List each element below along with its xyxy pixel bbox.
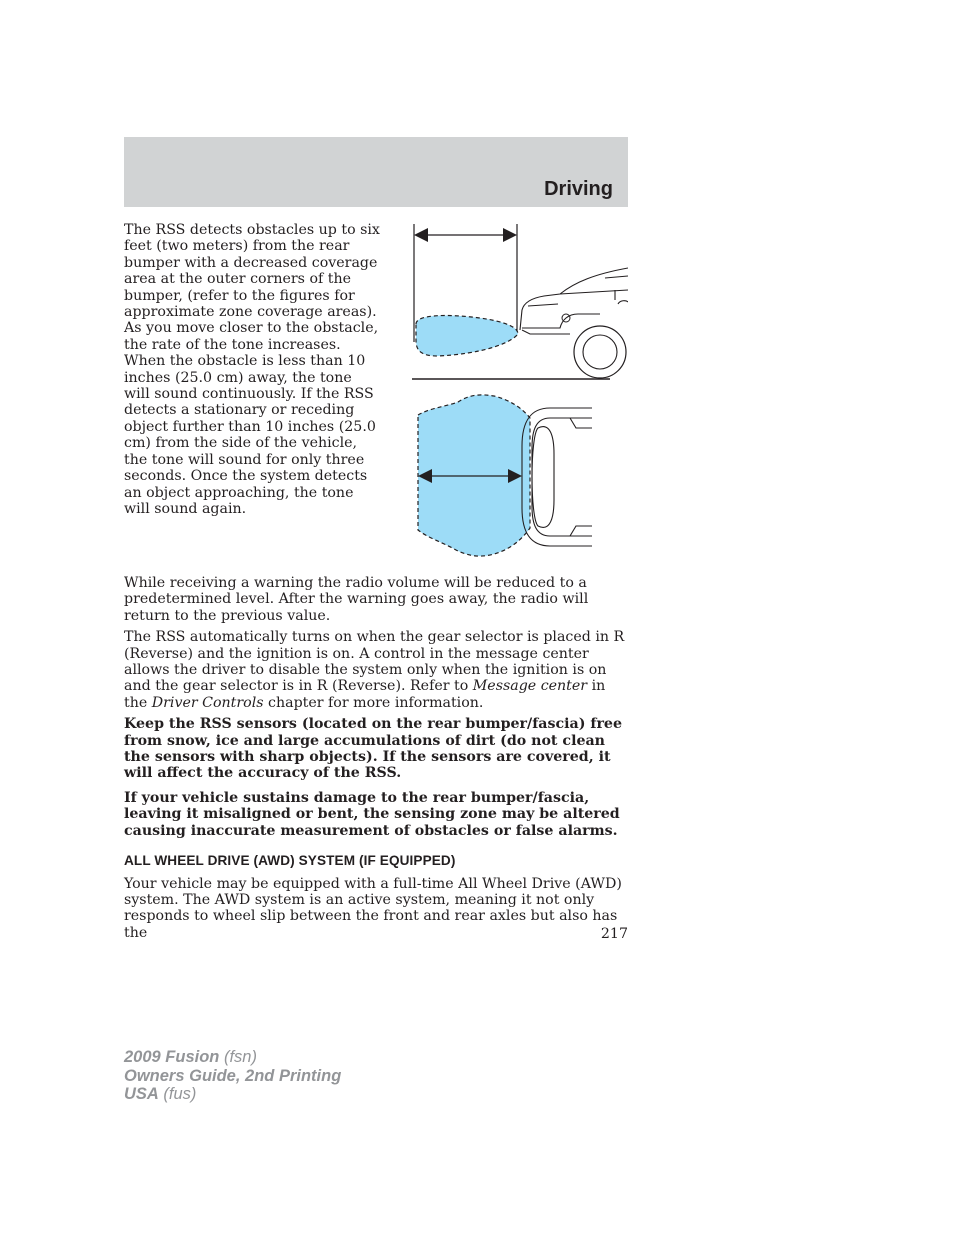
section-header-band (124, 137, 628, 207)
intro-paragraph: The RSS detects obstacles up to six feet (two meters) from the rear bumper with a decreased coverage area at the outer corners of the bumper, (refer to the figures for approximate zone coverage areas). As you move closer to the obstacle, the rate of the tone increases. When the obstacle is less than 10 inches (25.0 cm) away, the tone will sound continuously. If the RSS detects a stationary or receding object further than 10 inches (25.0 cm) from the side of the vehicle, the tone will sound for only three seconds. Once the system detects an object approaching, the tone will sound again. (124, 222, 380, 517)
footer-line-2: Owners Guide, 2nd Printing (124, 1066, 342, 1085)
auto-on-text-2: in the (124, 678, 606, 711)
auto-on-text-1: The RSS automatically turns on when the gear selector is placed in R (Reverse) and the ignition is on. A control in the message center allows the driver to disable the system only when the ignition is on and the gear selector is in R (Reverse). Refer to (124, 629, 625, 695)
document-footer (124, 1048, 341, 1104)
car-rear-side-view (520, 268, 628, 334)
footer-model-code: (fsn) (219, 1048, 257, 1066)
auto-on-paragraph (124, 629, 628, 711)
main-content (124, 575, 628, 946)
footer-market: USA (124, 1085, 159, 1103)
driver-controls-reference: Driver Controls (151, 694, 264, 711)
section-title: Driving (544, 178, 613, 200)
page-number: 217 (600, 926, 628, 942)
footer-line-3 (124, 1085, 341, 1104)
side-view-sensing-zone (416, 316, 518, 356)
message-center-reference: Message center (472, 678, 588, 695)
rear-wheel (574, 326, 626, 378)
range-arrow-left-head (414, 228, 428, 242)
footer-market-code: (fus) (158, 1085, 197, 1103)
sensor-warning-paragraph: Keep the RSS sensors (located on the rear bumper/fascia) free from snow, ice and large accumulations of dirt (do not clean the sensors with sharp objects). If the sensors are covered, it will affect the accuracy of the RSS. (124, 716, 622, 782)
range-arrow-right-head (503, 228, 517, 242)
radio-paragraph: While receiving a warning the radio volume will be reduced to a predetermined level. After the warning goes away, the radio will return to the previous value. (124, 575, 589, 624)
awd-heading: ALL WHEEL DRIVE (AWD) SYSTEM (IF EQUIPPED) (124, 853, 456, 869)
auto-on-text-3: chapter for more information. (263, 694, 484, 711)
footer-model: 2009 Fusion (124, 1048, 220, 1066)
car-rear-overhead-view (522, 408, 592, 546)
footer-line-1 (124, 1048, 341, 1067)
damage-warning-paragraph: If your vehicle sustains damage to the rear bumper/fascia, leaving it misaligned or bent, the sensing zone may be altered causing inaccurate measurement of obstacles or false alarms. (124, 789, 620, 839)
rss-coverage-figure (410, 222, 628, 562)
awd-paragraph: Your vehicle may be equipped with a full-time All Wheel Drive (AWD) system. The AWD system is an active system, meaning it not only responds to wheel slip between the front and rear axles but also has the (124, 875, 622, 941)
